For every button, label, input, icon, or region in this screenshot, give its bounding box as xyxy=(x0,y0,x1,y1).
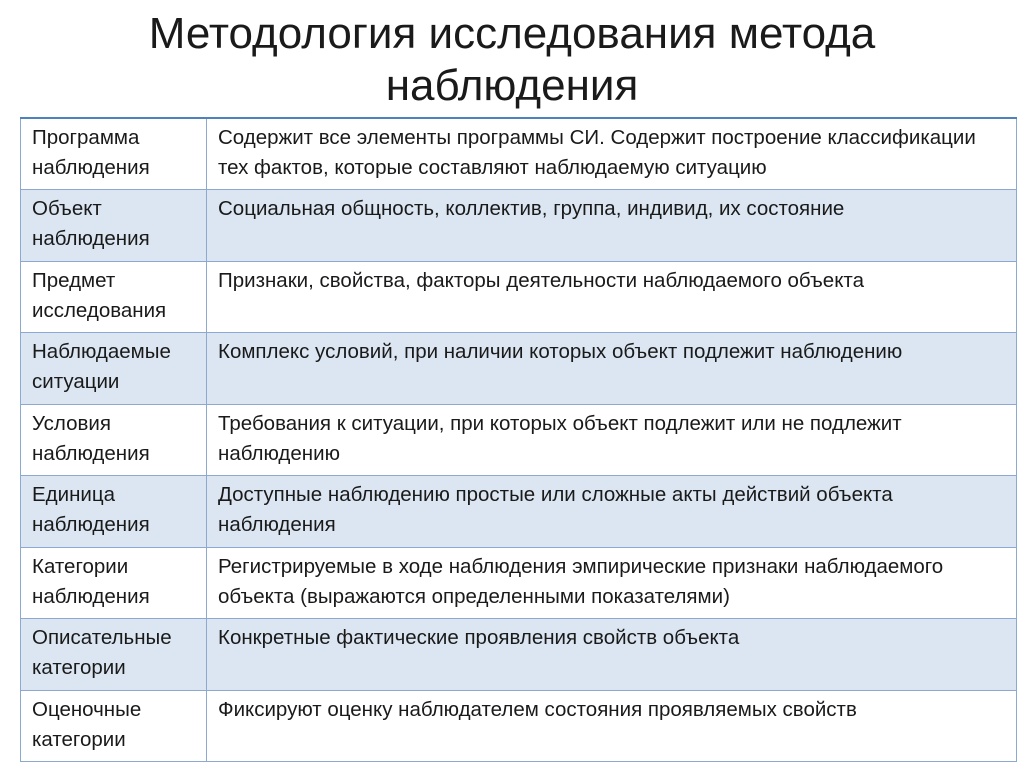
term-line-2: наблюдения xyxy=(32,441,150,465)
term-line-2: наблюдения xyxy=(32,513,150,536)
description-cell: Требования к ситуации, при которых объект подлежит или не подлежит наблюдению xyxy=(207,404,1017,476)
table-row xyxy=(21,476,1017,548)
table-row xyxy=(21,118,1017,190)
description-cell: Регистрируемые в ходе наблюдения эмпирические признаки наблюдаемого объекта (выражаются определенными показателями) xyxy=(207,547,1017,619)
term-cell xyxy=(21,404,207,476)
term-line-2: ситуации xyxy=(32,370,120,393)
table-row xyxy=(21,619,1017,691)
description-cell: Фиксируют оценку наблюдателем состояния проявляемых свойств xyxy=(207,690,1017,762)
table-row xyxy=(21,190,1017,262)
description-cell: Комплекс условий, при наличии которых объект подлежит наблюдению xyxy=(207,333,1017,405)
table-row xyxy=(21,547,1017,619)
term-cell xyxy=(21,619,207,691)
term-cell xyxy=(21,261,207,333)
term-cell xyxy=(21,190,207,262)
term-line-2: категории xyxy=(32,727,126,751)
term-line-2: наблюдения xyxy=(32,584,150,608)
table-row xyxy=(21,690,1017,762)
term-line-1: Объект xyxy=(32,197,102,220)
term-line-1: Программа xyxy=(32,126,140,149)
term-line-2: наблюдения xyxy=(32,156,150,179)
title-line-1: Методология исследования метода xyxy=(148,9,876,58)
term-cell xyxy=(21,333,207,405)
term-cell xyxy=(21,690,207,762)
table-row xyxy=(21,333,1017,405)
term-line-1: Наблюдаемые xyxy=(32,340,171,363)
term-line-1: Категории xyxy=(32,554,129,578)
term-cell xyxy=(21,118,207,190)
table-row xyxy=(21,404,1017,476)
term-line-1: Описательные xyxy=(32,626,172,649)
term-line-2: наблюдения xyxy=(32,227,150,250)
methodology-table-wrapper xyxy=(20,117,1016,762)
slide-title xyxy=(0,8,1024,112)
term-line-1: Оценочные xyxy=(32,697,142,721)
description-cell: Доступные наблюдению простые или сложные акты действий объекта наблюдения xyxy=(207,476,1017,548)
term-line-2: категории xyxy=(32,656,126,679)
description-cell: Социальная общность, коллектив, группа, индивид, их состояние xyxy=(207,190,1017,262)
term-line-1: Предмет xyxy=(32,268,116,292)
term-line-1: Условия xyxy=(32,411,111,435)
term-line-2: исследования xyxy=(32,298,167,322)
methodology-table xyxy=(20,117,1017,762)
term-cell xyxy=(21,476,207,548)
term-line-1: Единица xyxy=(32,483,116,506)
term-cell xyxy=(21,547,207,619)
description-cell: Признаки, свойства, факторы деятельности наблюдаемого объекта xyxy=(207,261,1017,333)
description-cell: Конкретные фактические проявления свойств объекта xyxy=(207,619,1017,691)
description-cell: Содержит все элементы программы СИ. Содержит построение классификации тех фактов, которые составляют наблюдаемую ситуацию xyxy=(207,118,1017,190)
table-row xyxy=(21,261,1017,333)
title-line-2: наблюдения xyxy=(385,61,639,110)
